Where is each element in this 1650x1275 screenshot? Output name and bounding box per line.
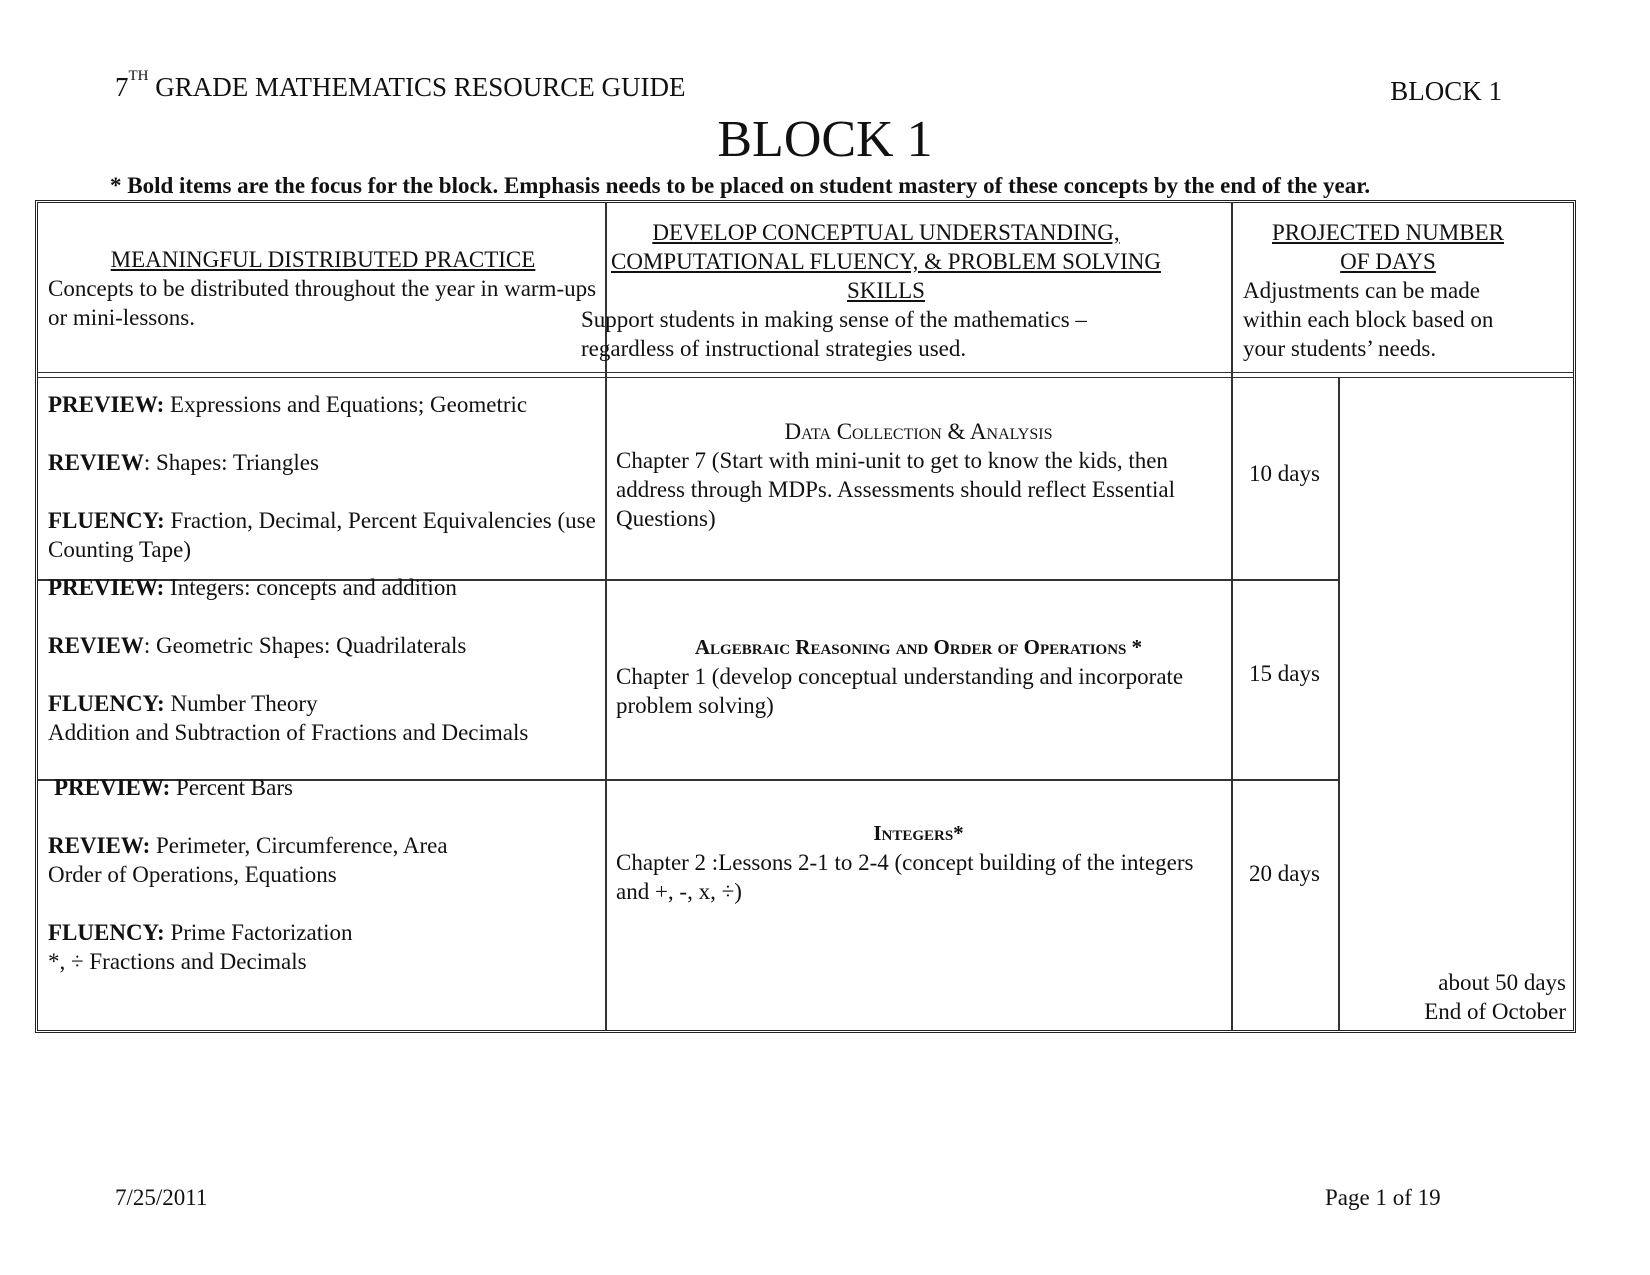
- footer-date: 7/25/2011: [115, 1185, 208, 1210]
- days-title: PROJECTED NUMBER OF DAYS: [1272, 220, 1504, 274]
- row-1-topic: Data Collection & Analysis: [784, 419, 1053, 444]
- row-2-chapter: Chapter 1 (develop conceptual understanding and incorporate problem solving): [616, 664, 1184, 718]
- row-3-days: 20 days: [1249, 861, 1320, 886]
- row-3-develop: [616, 819, 1221, 906]
- mdp-description: Concepts to be distributed throughout the year in warm-ups or mini-lessons.: [48, 276, 597, 330]
- develop-title: DEVELOP CONCEPTUAL UNDERSTANDING, COMPUTATIONAL FLUENCY, & PROBLEM SOLVING SKILLS: [610, 220, 1161, 303]
- footer-page-number: Page 1 of 19: [1325, 1185, 1441, 1210]
- row-2-days: 15 days: [1249, 661, 1320, 686]
- row-2-topic: Algebraic Reasoning and Order of Operations *: [694, 635, 1143, 659]
- row-3-chapter: Chapter 2 :Lessons 2-1 to 2-4 (concept building of the integers and +, -, x, ÷): [616, 850, 1194, 904]
- total-days: about 50 days: [1438, 970, 1566, 995]
- document-header-title: 7TH GRADE MATHEMATICS RESOURCE GUIDE: [115, 68, 686, 102]
- row-3-topic: Integers*: [873, 821, 964, 845]
- row-1-chapter: Chapter 7 (Start with mini-unit to get to know the kids, then address through MDPs. Assessments should reflect Essential Questions): [616, 448, 1175, 531]
- develop-description: Support students in making sense of the mathematics – regardless of instructional strategies used.: [581, 307, 1087, 361]
- days-description: Adjustments can be made within each block based on your students’ needs.: [1243, 278, 1494, 361]
- block-table: [35, 200, 1576, 1033]
- row-2-mdp: PREVIEW: Integers: concepts and addition REVIEW: Geometric Shapes: Quadrilaterals FLUENCY: Number Theory Addition and Subtraction of Fractions and Decimals: [48, 575, 529, 745]
- emphasis-note: * Bold items are the focus for the block. Emphasis needs to be placed on student mastery of these concepts by the end of the year.: [110, 173, 1371, 198]
- row-1-mdp: PREVIEW: Expressions and Equations; Geometric REVIEW: Shapes: Triangles FLUENCY: Fraction, Decimal, Percent Equivalencies (use Counting Tape): [48, 392, 596, 562]
- total-end: End of October: [1424, 999, 1566, 1024]
- row-1-develop: [616, 417, 1221, 533]
- column-header-develop: [581, 218, 1181, 363]
- row-1-days: 10 days: [1249, 461, 1320, 486]
- mdp-title: MEANINGFUL DISTRIBUTED PRACTICE: [110, 247, 536, 272]
- row-3-mdp: PREVIEW: Percent Bars REVIEW: Perimeter, Circumference, Area Order of Operations, Equations FLUENCY: Prime Factorization *, ÷ Fractions and Decimals: [48, 775, 448, 974]
- document-header-block: BLOCK 1: [1390, 76, 1502, 106]
- total-days-cell: [1338, 968, 1566, 1026]
- row-2-develop: [616, 633, 1221, 720]
- column-header-mdp: [48, 245, 598, 332]
- page-title: BLOCK 1: [717, 111, 933, 168]
- column-header-days: [1243, 218, 1533, 363]
